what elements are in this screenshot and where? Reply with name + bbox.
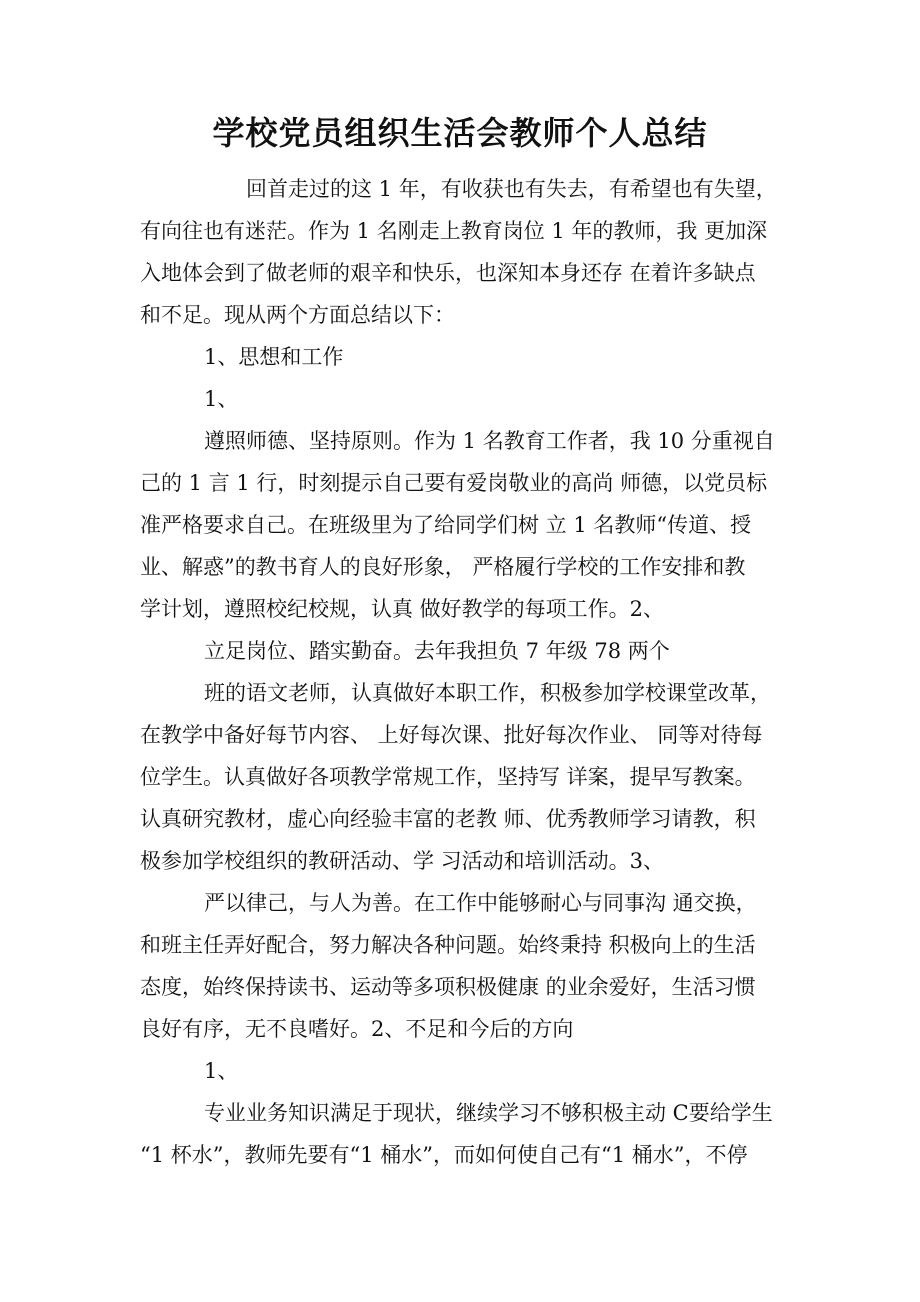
text-line: 态度，始终保持读书、运动等多项积极健康 的业余爱好，生活习惯 — [140, 975, 756, 999]
text-line: 遵照师德、坚持原则。作为 1 名教育工作者，我 10 分重视自 — [204, 429, 775, 453]
text-line: 有向往也有迷茫。作为 1 名刚走上教育岗位 1 年的教师，我 更加深 — [140, 219, 768, 243]
text-line: 认真研究教材，虚心向经验丰富的老教 师、优秀教师学习请教，积 — [140, 807, 756, 831]
item-number: 1、 — [204, 1059, 239, 1083]
text-line: 位学生。认真做好各项教学常规工作，坚持写 详案，提早写教案。 — [140, 765, 756, 789]
text-line: 业、解惑”的教书育人的良好形象， 严格履行学校的工作安排和教 — [140, 555, 746, 579]
text-line: 极参加学校组织的教研活动、学 习活动和培训活动。3、 — [140, 849, 665, 873]
text-line: 入地体会到了做老师的艰辛和快乐，也深知本身还存 在着许多缺点 — [140, 261, 756, 285]
text-line: 班的语文老师，认真做好本职工作，积极参加学校课堂改革， — [204, 681, 771, 705]
text-line: 专业业务知识满足于现状，继续学习不够积极主动 C要给学生 — [204, 1101, 773, 1125]
text-line: 和班主任弄好配合，努力解决各种问题。始终秉持 积极向上的生活 — [140, 933, 756, 957]
text-line: 己的 1 言 1 行，时刻提示自己要有爱岗敬业的高尚 师德，以党员标 — [140, 471, 768, 495]
document-body — [140, 168, 800, 1176]
item-number: 1、 — [204, 387, 239, 411]
text-line: 学计划，遵照校纪校规，认真 做好教学的每项工作。2、 — [140, 597, 665, 621]
text-line: 回首走过的这 1 年，有收获也有失去，有希望也有失望， — [246, 177, 777, 201]
document-title: 学校党员组织生活会教师个人总结 — [212, 114, 708, 152]
text-line: 和不足。现从两个方面总结以下： — [140, 303, 455, 327]
text-line: 准严格要求自己。在班级里为了给同学们树 立 1 名教师“传道、授 — [140, 513, 752, 537]
text-line: 严以律己，与人为善。在工作中能够耐心与同事沟 通交换， — [204, 891, 757, 915]
section-heading: 1、思想和工作 — [204, 345, 344, 369]
text-line: 在教学中备好每节内容、 上好每次课、批好每次作业、 同等对待每 — [140, 723, 763, 747]
text-line: “1 杯水”，教师先要有“1 桶水”，而如何使自己有“1 桶水”，不停 — [140, 1143, 748, 1167]
text-line: 良好有序，无不良嗜好。2、不足和今后的方向 — [140, 1017, 574, 1041]
text-line: 立足岗位、踏实勤奋。去年我担负 7 年级 78 两个 — [204, 639, 670, 663]
